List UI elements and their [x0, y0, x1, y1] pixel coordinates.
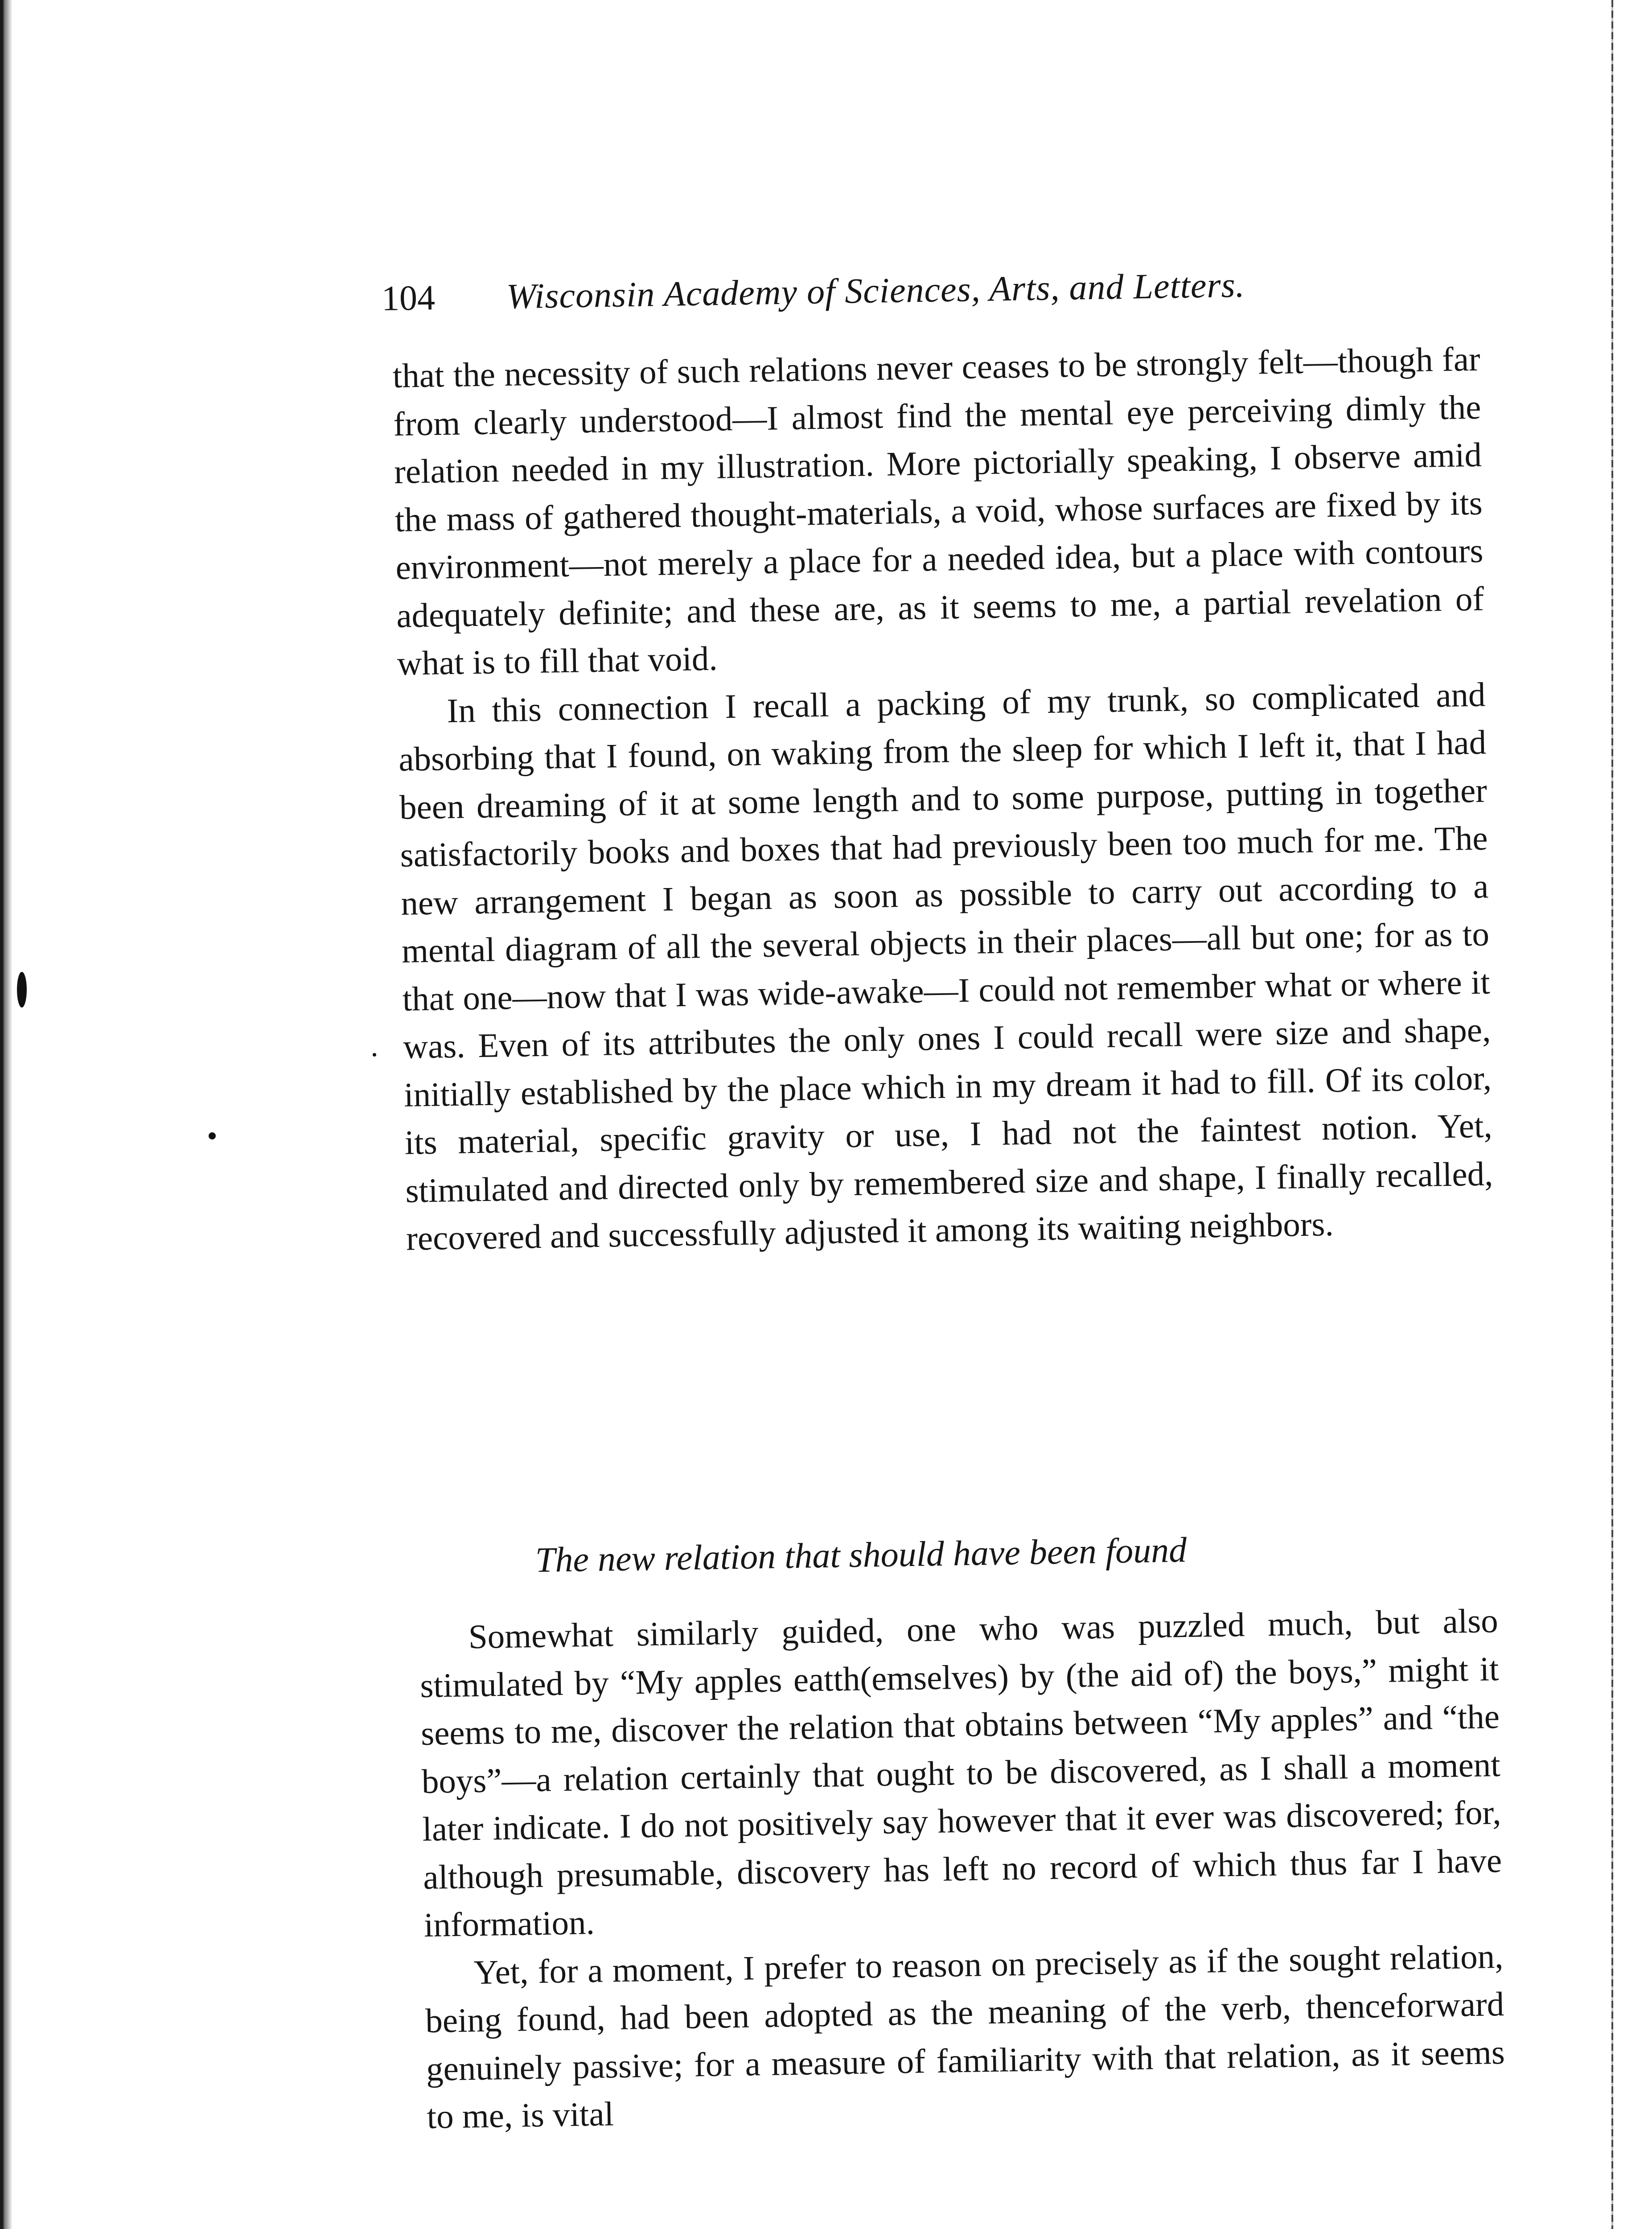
running-title: Wisconsin Academy of Sciences, Arts, and Letters. — [506, 265, 1245, 317]
paragraph: that the necessity of such relations never ceases to be strongly felt—though far from clearly understood—I almost find the mental eye perceiving dimly the relation needed in my illustration. More pictorially speaking, I observe amid the mass of gathered thought-materials, a void, whose surfaces are fixed by its environment—not merely a place for a needed idea, but a place with contours adequately definite; and these are, as it seems to me, a partial revelation of what is to fill that void. — [392, 339, 1484, 683]
page-number: 104 — [381, 278, 436, 318]
scan-left-border — [0, 0, 13, 2229]
paragraph: In this connection I recall a packing of my trunk, so complicated and absorbing that I found, on waking from the sleep for which I left it, that I had been dreaming of it at some length and to some purpose, putting in together satisfactorily books and boxes that had previously been too much for me. The new arrangement I began as soon as possible to carry out according to a mental diagram of all the several objects in their places—all but one; for as to that one—now that I was wide-awake—I could not remember what or where it was. Even of its attributes the only ones I could recall were size and shape, initially established by the place which in my dream it had to fill. Of its color, its material, specific gravity or use, I had not the faintest notion. Yet, stimulated and directed only by remembered size and shape, I finally recalled, recovered and successfully adjusted it among its waiting neighbors. — [398, 675, 1493, 1258]
scan-speck — [17, 972, 27, 1008]
body-lower — [419, 1597, 1506, 2141]
body-upper — [392, 335, 1494, 1263]
page-right-edge — [1611, 0, 1613, 2229]
scan-speck — [209, 1132, 216, 1139]
paragraph: Somewhat similarly guided, one who was puzzled much, but also stimulated by “My apples eatth(emselves) by (the aid of) the boys,” might it seems to me, discover the relation that obtains between “My apples” and “the boys”—a relation certainly that ought to be discovered, as I shall a moment later indicate. I do not positively say however that it ever was discovered; for, although presumable, discovery has left no record of which thus far I have information. — [419, 1601, 1502, 1944]
scan-speck — [373, 1053, 376, 1057]
section-heading: The new relation that should have been found — [535, 1530, 1187, 1580]
page-header — [381, 255, 1488, 325]
paragraph: Yet, for a moment, I prefer to reason on precisely as if the sought relation, being found, had been adopted as the meaning of the verb, thenceforward genuinely passive; for a measure of familiarity with that relation, as it seems to me, is vital — [425, 1937, 1505, 2136]
